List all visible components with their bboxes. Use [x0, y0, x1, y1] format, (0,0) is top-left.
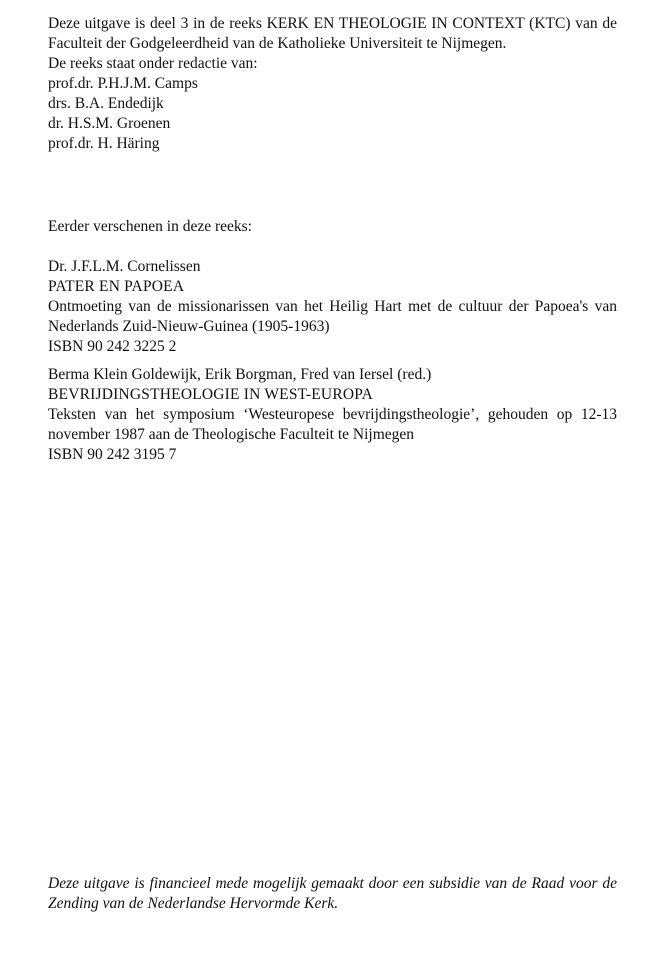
editor-name: dr. H.S.M. Groenen — [48, 115, 171, 132]
previously-published-heading — [48, 217, 617, 237]
book-subtitle: Teksten van het symposium ‘Westeuropese bevrijdingstheologie’, gehouden op 12-13 november 1987 aan de Theologische Faculteit te Nijmegen — [48, 406, 617, 443]
series-intro — [48, 14, 617, 154]
book-title: BEVRIJDINGSTHEOLOGIE IN WEST-EUROPA — [48, 386, 374, 403]
book-entry — [48, 365, 617, 465]
book-subtitle: Ontmoeting van de missionarissen van het Heilig Hart met de cultuur der Papoea's van Nederlands Zuid-Nieuw-Guinea (1905-1963) — [48, 298, 617, 335]
book-author: Berma Klein Goldewijk, Erik Borgman, Fred van Iersel (red.) — [48, 366, 432, 383]
previously-heading-text: Eerder verschenen in deze reeks: — [48, 218, 252, 235]
editor-name: drs. B.A. Endedijk — [48, 95, 164, 112]
editors-heading: De reeks staat onder redactie van: — [48, 55, 258, 72]
colophon-page — [48, 14, 617, 954]
subsidy-footnote: Deze uitgave is financieel mede mogelijk gemaakt door een subsidie van de Raad voor de Zending van de Nederlandse Hervormde Kerk. — [48, 875, 617, 912]
series-description: Deze uitgave is deel 3 in de reeks KERK EN THEOLOGIE IN CONTEXT (KTC) van de Faculteit der Godgeleerdheid van de Katholieke Universiteit te Nijmegen. — [48, 15, 617, 52]
book-title: PATER EN PAPOEA — [48, 278, 185, 295]
editor-name: prof.dr. P.H.J.M. Camps — [48, 75, 198, 92]
book-entry — [48, 257, 617, 357]
book-isbn: ISBN 90 242 3225 2 — [48, 338, 177, 355]
book-author: Dr. J.F.L.M. Cornelissen — [48, 258, 201, 275]
book-isbn: ISBN 90 242 3195 7 — [48, 446, 177, 463]
editor-name: prof.dr. H. Häring — [48, 135, 160, 152]
